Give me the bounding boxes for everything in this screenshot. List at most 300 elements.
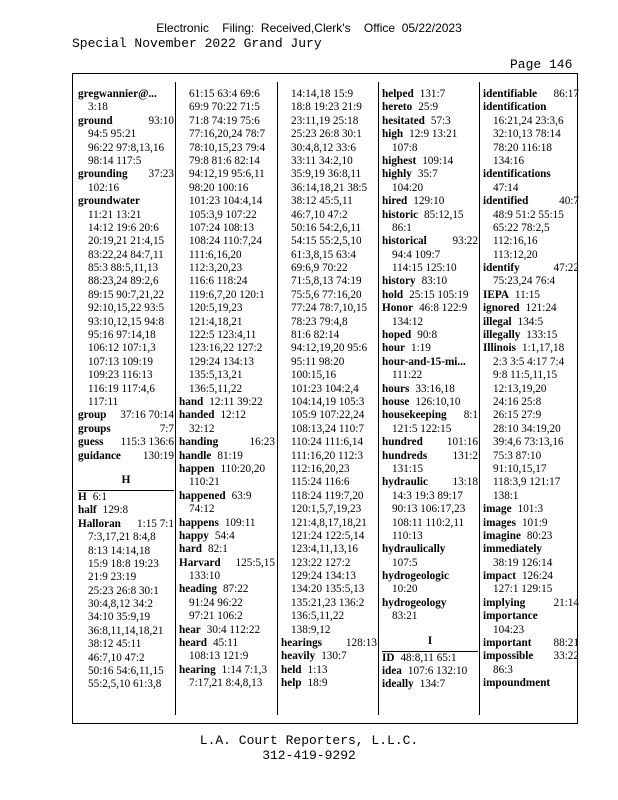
entry-word: hearings <box>281 637 323 650</box>
index-continuation: 135:5,13,21 <box>189 369 243 382</box>
index-continuation: 8:13 14:14,18 <box>88 544 151 557</box>
entry-references: 82:1 <box>208 543 228 556</box>
column-divider <box>378 82 379 715</box>
index-continuation: 108:24 110:7,24 <box>189 235 262 248</box>
index-continuation: 86:1 <box>392 221 412 234</box>
entry-references: 45:11 <box>212 637 239 650</box>
entry-references: 13:18 <box>452 476 478 489</box>
index-entry <box>382 570 478 583</box>
footer <box>0 733 618 763</box>
index-entry <box>179 557 275 570</box>
entry-references: 37:23 <box>148 168 174 181</box>
index-continuation: 117:11 <box>88 395 119 408</box>
entry-word: immediately <box>483 543 543 556</box>
index-entry <box>483 101 579 114</box>
index-continuation: 78:20 116:18 <box>493 141 552 154</box>
entry-word: happens <box>179 516 219 529</box>
entry-word: groups <box>78 422 111 435</box>
index-entry <box>382 409 478 422</box>
index-entry <box>382 155 478 168</box>
entry-references: 83:10 <box>421 275 448 288</box>
entry-word: images <box>483 516 516 529</box>
index-continuation: 94:5 95:21 <box>88 128 137 141</box>
entry-word: idea <box>382 665 402 678</box>
index-continuation: 61:3,8,15 63:4 <box>291 248 356 261</box>
spacer <box>382 624 478 633</box>
entry-references: 130:19 <box>142 449 174 462</box>
index-continuation: 107:5 <box>392 556 418 569</box>
index-entry <box>179 396 275 409</box>
index-entry <box>382 665 478 678</box>
index-continuation: 85:3 88:5,11,13 <box>88 262 159 275</box>
index-continuation: 30:4,8,12 34:2 <box>88 598 153 611</box>
entry-references: 40:7 <box>559 195 579 208</box>
index-continuation: 71:5,8,13 74:19 <box>291 275 362 288</box>
reporter-phone: 312-419-9292 <box>262 748 356 763</box>
entry-word: ground <box>78 114 113 127</box>
index-continuation: 105:3,9 107:22 <box>189 208 257 221</box>
index-continuation: 104:14,19 105:3 <box>291 395 365 408</box>
entry-word: H <box>78 490 87 503</box>
index-entry <box>382 101 478 114</box>
entry-word: illegally <box>483 329 521 342</box>
index-continuation: 75:3 87:10 <box>493 449 542 462</box>
entry-word: hydrogeology <box>382 596 447 609</box>
index-entry <box>179 624 275 637</box>
entry-references: 129:10 <box>413 195 445 208</box>
index-continuation: 106:12 107:1,3 <box>88 342 156 355</box>
index-continuation: 108:13,24 110:7 <box>291 422 364 435</box>
index-entry <box>382 383 478 396</box>
index-continuation: 108:11 110:2,11 <box>392 516 465 529</box>
index-entry <box>382 597 478 610</box>
entry-word: housekeeping <box>382 409 447 422</box>
column-divider <box>277 82 278 715</box>
entry-word: hours <box>382 382 410 395</box>
index-entry <box>179 517 275 530</box>
index-continuation: 136:5,11,22 <box>189 382 243 395</box>
index-continuation: 9:8 11:5,11,15 <box>493 369 558 382</box>
entry-word: guidance <box>78 449 121 462</box>
entry-word: hesitated <box>382 114 425 127</box>
entry-word: identification <box>483 101 547 114</box>
index-continuation: 16:21,24 23:3,6 <box>493 114 564 127</box>
entry-references: 37:16 70:14 <box>120 409 174 422</box>
entry-references: 107:6 132:10 <box>407 665 468 678</box>
entry-references: 93:10 <box>148 114 174 127</box>
entry-word: gregwannier@... <box>78 88 157 100</box>
entry-word: happened <box>179 489 226 502</box>
index-continuation: 112:16,16 <box>493 235 538 248</box>
index-entry <box>382 342 478 355</box>
entry-references: 7:7 <box>159 422 174 435</box>
index-continuation: 23:11,19 25:18 <box>291 114 359 127</box>
entry-word: hydraulic <box>382 476 429 489</box>
entry-word: Honor <box>382 302 414 315</box>
entry-word: handle <box>179 449 212 462</box>
index-continuation: 74:12 <box>189 503 215 516</box>
index-continuation: 2:3 3:5 4:17 7:4 <box>493 355 565 368</box>
index-entry <box>483 329 579 342</box>
entry-word: house <box>382 395 410 408</box>
entry-references: 109:14 <box>422 154 454 167</box>
entry-references: 12:9 13:21 <box>409 128 458 141</box>
entry-word: identifications <box>483 168 551 181</box>
index-entry <box>483 637 579 650</box>
entry-word: happy <box>179 529 209 542</box>
entry-word: hour-and-15-mi... <box>382 355 466 368</box>
index-continuation: 107:13 109:19 <box>88 355 153 368</box>
index-continuation: 28:10 34:19,20 <box>493 422 561 435</box>
index-entry <box>179 463 275 476</box>
entry-word: IEPA <box>483 288 509 301</box>
index-continuation: 92:10,15,22 93:5 <box>88 302 165 315</box>
index-entry <box>382 195 478 208</box>
index-entry <box>382 275 478 288</box>
entry-word: highest <box>382 154 417 167</box>
entry-references: 90:8 <box>417 329 438 342</box>
index-continuation: 94:12,19,20 95:6 <box>291 342 368 355</box>
index-continuation: 100:15,16 <box>291 369 337 382</box>
index-continuation: 69:6,9 70:22 <box>291 262 348 275</box>
index-entry <box>78 436 174 449</box>
index-continuation: 30:4,8,12 33:6 <box>291 141 356 154</box>
index-continuation: 115:24 116:6 <box>291 476 350 489</box>
index-entry <box>483 677 579 690</box>
index-continuation: 121:4,18,21 <box>189 315 243 328</box>
index-entry <box>382 396 478 409</box>
index-column-5 <box>483 88 579 691</box>
index-continuation: 25:23 26:8 30:1 <box>291 128 362 141</box>
index-continuation: 95:11 98:20 <box>291 355 345 368</box>
entry-references: 88:21 <box>553 637 579 650</box>
entry-word: impoundment <box>483 677 551 690</box>
index-continuation: 18:8 19:23 21:9 <box>291 101 362 114</box>
entry-references: 33:22 <box>553 650 579 663</box>
index-continuation: 134:16 <box>493 154 525 167</box>
index-continuation: 38:19 126:14 <box>493 556 553 569</box>
index-entry <box>382 289 478 302</box>
index-continuation: 94:4 109:7 <box>392 248 441 261</box>
index-continuation: 71:8 74:19 75:6 <box>189 114 260 127</box>
entry-word: hydraulically <box>382 543 446 556</box>
entry-word: historical <box>382 235 427 248</box>
index-entry <box>179 664 275 677</box>
entry-references: 134:5 <box>517 315 544 328</box>
index-entry <box>382 476 478 489</box>
index-continuation: 107:8 <box>392 141 418 154</box>
entry-references: 30:4 112:22 <box>206 623 261 636</box>
index-continuation: 133:10 <box>189 570 221 583</box>
index-continuation: 120:5,19,23 <box>189 302 243 315</box>
index-continuation: 77:24 78:7,10,15 <box>291 302 368 315</box>
entry-references: 57:3 <box>430 114 451 127</box>
index-entry <box>483 195 579 208</box>
entry-references: 21:14 <box>553 596 579 609</box>
index-continuation: 98:14 117:5 <box>88 154 142 167</box>
index-continuation: 135:21,23 136:2 <box>291 596 365 609</box>
index-continuation: 26:15 27:9 <box>493 409 542 422</box>
index-continuation: 34:10 35:9,19 <box>88 611 151 624</box>
index-continuation: 11:21 13:21 <box>88 208 142 221</box>
entry-word: ignored <box>483 302 520 315</box>
index-continuation: 21:9 23:19 <box>88 571 137 584</box>
index-continuation: 33:11 34:2,10 <box>291 154 353 167</box>
entry-word: guess <box>78 436 104 449</box>
entry-references: 129:8 <box>102 504 129 517</box>
entry-word: ID <box>382 651 395 664</box>
entry-references: 81:19 <box>217 449 243 462</box>
index-continuation: 69:9 70:22 71:5 <box>189 101 260 114</box>
entry-word: grounding <box>78 168 128 181</box>
index-entry <box>483 543 579 556</box>
index-entry <box>382 115 478 128</box>
index-continuation: 134:20 135:5,13 <box>291 583 365 596</box>
entry-word: Harvard <box>179 556 221 569</box>
index-continuation: 12:13,19,20 <box>493 382 547 395</box>
entry-word: hard <box>179 543 203 556</box>
entry-references: 25:15 105:19 <box>409 288 469 301</box>
entry-references: 33:16,18 <box>415 382 455 395</box>
index-continuation: 101:23 104:4,14 <box>189 195 263 208</box>
entry-word: heavily <box>281 650 316 663</box>
index-continuation: 14:3 19:3 89:17 <box>392 489 463 502</box>
entry-word: hundreds <box>382 449 428 462</box>
index-continuation: 118:3,9 121:17 <box>493 476 561 489</box>
index-entry <box>483 168 579 181</box>
spacer <box>78 463 174 472</box>
word-index-frame <box>72 73 578 724</box>
entry-word: heading <box>179 583 217 596</box>
entry-references: 8:1 <box>463 409 478 422</box>
index-continuation: 101:23 104:2,4 <box>291 382 359 395</box>
index-entry <box>281 677 377 690</box>
index-continuation: 10:20 <box>392 583 418 596</box>
section-letter: H <box>78 472 174 491</box>
entry-word: impact <box>483 570 516 583</box>
index-entry <box>78 450 174 463</box>
index-continuation: 88:23,24 89:2,6 <box>88 275 159 288</box>
index-entry <box>78 423 174 436</box>
index-continuation: 65:22 78:2,5 <box>493 221 550 234</box>
index-continuation: 78:10,15,23 79:4 <box>189 141 266 154</box>
index-continuation: 36:14,18,21 38:5 <box>291 181 368 194</box>
index-continuation: 129:24 134:13 <box>291 570 356 583</box>
index-entry <box>179 530 275 543</box>
index-continuation: 134:12 <box>392 315 424 328</box>
entry-references: 25:9 <box>418 101 439 114</box>
index-continuation: 95:16 97:14,18 <box>88 329 156 342</box>
index-continuation: 119:6,7,20 120:1 <box>189 288 265 301</box>
index-entry <box>483 503 579 516</box>
index-entry <box>179 490 275 503</box>
index-continuation: 109:23 116:13 <box>88 369 153 382</box>
index-entry <box>78 195 174 208</box>
index-continuation: 25:23 26:8 30:1 <box>88 584 159 597</box>
index-continuation: 110:21 <box>189 476 220 489</box>
entry-word: handing <box>179 436 219 449</box>
entry-word: hoped <box>382 329 412 342</box>
index-entry <box>483 610 579 623</box>
index-continuation: 104:20 <box>392 181 424 194</box>
entry-word: Halloran <box>78 517 121 530</box>
index-continuation: 122:5 123:4,11 <box>189 329 257 342</box>
entry-references: 101:3 <box>517 503 544 516</box>
entry-references: 131:2 <box>452 449 478 462</box>
entry-word: illegal <box>483 315 512 328</box>
index-continuation: 32:10,13 78:14 <box>493 128 561 141</box>
index-continuation: 112:3,20,23 <box>189 262 243 275</box>
index-continuation: 94:12,19 95:6,11 <box>189 168 265 181</box>
index-entry <box>382 168 478 181</box>
index-entry <box>382 436 478 449</box>
index-entry <box>78 518 174 531</box>
index-continuation: 7:3,17,21 8:4,8 <box>88 531 156 544</box>
entry-word: hired <box>382 195 408 208</box>
index-entry <box>483 262 579 275</box>
index-continuation: 105:9 107:22,24 <box>291 409 365 422</box>
entry-references: 1:19 <box>411 342 431 355</box>
index-continuation: 55:2,5,10 61:3,8 <box>88 678 162 691</box>
index-entry <box>281 664 377 677</box>
index-continuation: 112:16,20,23 <box>291 462 350 475</box>
index-column-4 <box>382 88 478 692</box>
index-continuation: 98:20 100:16 <box>189 181 249 194</box>
entry-word: held <box>281 663 302 676</box>
entry-word: hereto <box>382 101 413 114</box>
entry-word: history <box>382 275 416 288</box>
entry-word: image <box>483 503 512 516</box>
index-continuation: 111:22 <box>392 369 423 382</box>
index-continuation: 46:7,10 47:2 <box>291 208 348 221</box>
entry-word: imagine <box>483 529 521 542</box>
entry-word: important <box>483 637 532 650</box>
index-continuation: 79:8 81:6 82:14 <box>189 154 260 167</box>
index-entry <box>179 450 275 463</box>
index-continuation: 97:21 106:2 <box>189 610 243 623</box>
entry-references: 6:1 <box>92 490 107 503</box>
entry-references: 134:7 <box>419 678 446 691</box>
index-entry <box>78 491 174 504</box>
index-continuation: 20:19,21 21:4,15 <box>88 235 165 248</box>
index-entry <box>78 409 174 422</box>
index-column-2 <box>179 88 275 691</box>
index-entry <box>382 356 478 369</box>
index-continuation: 38:12 45:11 <box>88 638 142 651</box>
index-continuation: 116:6 118:24 <box>189 275 248 288</box>
entry-references: 130:7 <box>321 650 347 663</box>
index-continuation: 96:22 97:8,13,16 <box>88 141 165 154</box>
index-continuation: 93:10,12,15 94:8 <box>88 315 165 328</box>
column-divider <box>175 82 176 715</box>
index-column-3 <box>281 88 377 691</box>
index-continuation: 46:7,10 47:2 <box>88 651 145 664</box>
entry-word: heard <box>179 637 207 650</box>
index-continuation: 138:1 <box>493 489 519 502</box>
index-continuation: 32:12 <box>189 422 215 435</box>
entry-word: implying <box>483 596 526 609</box>
index-continuation: 104:23 <box>493 623 525 636</box>
entry-references: 63:9 <box>231 489 252 502</box>
entry-word: importance <box>483 610 538 623</box>
index-entry <box>483 342 579 355</box>
index-entry <box>281 650 377 663</box>
entry-references: 47:22 <box>553 262 579 275</box>
entry-word: ideally <box>382 678 414 691</box>
entry-references: 110:20,20 <box>220 462 266 475</box>
entry-word: high <box>382 128 404 141</box>
index-continuation: 111:16,20 112:3 <box>291 449 364 462</box>
index-continuation: 61:15 63:4 69:6 <box>189 88 260 100</box>
index-continuation: 3:18 <box>88 101 108 114</box>
index-continuation: 107:24 108:13 <box>189 221 254 234</box>
index-entry <box>382 450 478 463</box>
index-entry <box>78 88 174 101</box>
index-continuation: 78:23 79:4,8 <box>291 315 348 328</box>
index-entry <box>382 88 478 101</box>
index-continuation: 50:16 54:6,11,15 <box>88 665 164 678</box>
index-continuation: 35:9,19 36:8,11 <box>291 168 362 181</box>
index-entry <box>382 302 478 315</box>
index-continuation: 75:23,24 76:4 <box>493 275 556 288</box>
entry-references: 86:17 <box>553 88 579 100</box>
entry-references: 54:4 <box>214 529 235 542</box>
index-continuation: 47:14 <box>493 181 519 194</box>
index-continuation: 91:24 96:22 <box>189 596 243 609</box>
index-entry <box>483 289 579 302</box>
index-continuation: 7:17,21 8:4,8,13 <box>189 677 263 690</box>
entry-references: 126:24 <box>521 570 554 583</box>
index-continuation: 123:16,22 127:2 <box>189 342 263 355</box>
index-continuation: 38:12 45:5,11 <box>291 195 353 208</box>
entry-references: 133:15 <box>526 329 558 342</box>
index-entry <box>483 650 579 663</box>
entry-references: 87:22 <box>222 583 249 596</box>
index-entry <box>179 409 275 422</box>
index-entry <box>281 637 377 650</box>
entry-word: help <box>281 677 302 690</box>
index-continuation: 14:14,18 15:9 <box>291 88 354 100</box>
entry-references: 101:16 <box>446 436 478 449</box>
entry-word: groundwater <box>78 195 140 208</box>
entry-references: 11:15 <box>514 288 540 301</box>
index-entry <box>78 504 174 517</box>
entry-references: 80:23 <box>526 529 553 542</box>
entry-word: hearing <box>179 663 216 676</box>
entry-references: 35:7 <box>417 168 438 181</box>
index-continuation: 77:16,20,24 78:7 <box>189 128 266 141</box>
entry-word: hear <box>179 623 201 636</box>
entry-references: 121:24 <box>525 302 557 315</box>
entry-word: hold <box>382 288 404 301</box>
column-divider <box>479 82 480 715</box>
reporter-company: L.A. Court Reporters, L.L.C. <box>199 733 419 748</box>
index-continuation: 83:21 <box>392 610 418 623</box>
index-continuation: 15:9 18:8 19:23 <box>88 557 159 570</box>
entry-word: group <box>78 409 107 422</box>
index-continuation: 90:13 106:17,23 <box>392 503 466 516</box>
index-continuation: 24:16 25:8 <box>493 395 542 408</box>
index-entry <box>483 530 579 543</box>
index-continuation: 75:5,6 77:16,20 <box>291 288 362 301</box>
index-continuation: 113:12,20 <box>493 248 538 261</box>
index-entry <box>179 543 275 556</box>
entry-word: highly <box>382 168 412 181</box>
entry-references: 125:5,15 <box>235 556 275 569</box>
entry-references: 1:14 7:1,3 <box>221 663 268 676</box>
entry-references: 131:7 <box>419 88 446 100</box>
index-continuation: 102:16 <box>88 181 120 194</box>
